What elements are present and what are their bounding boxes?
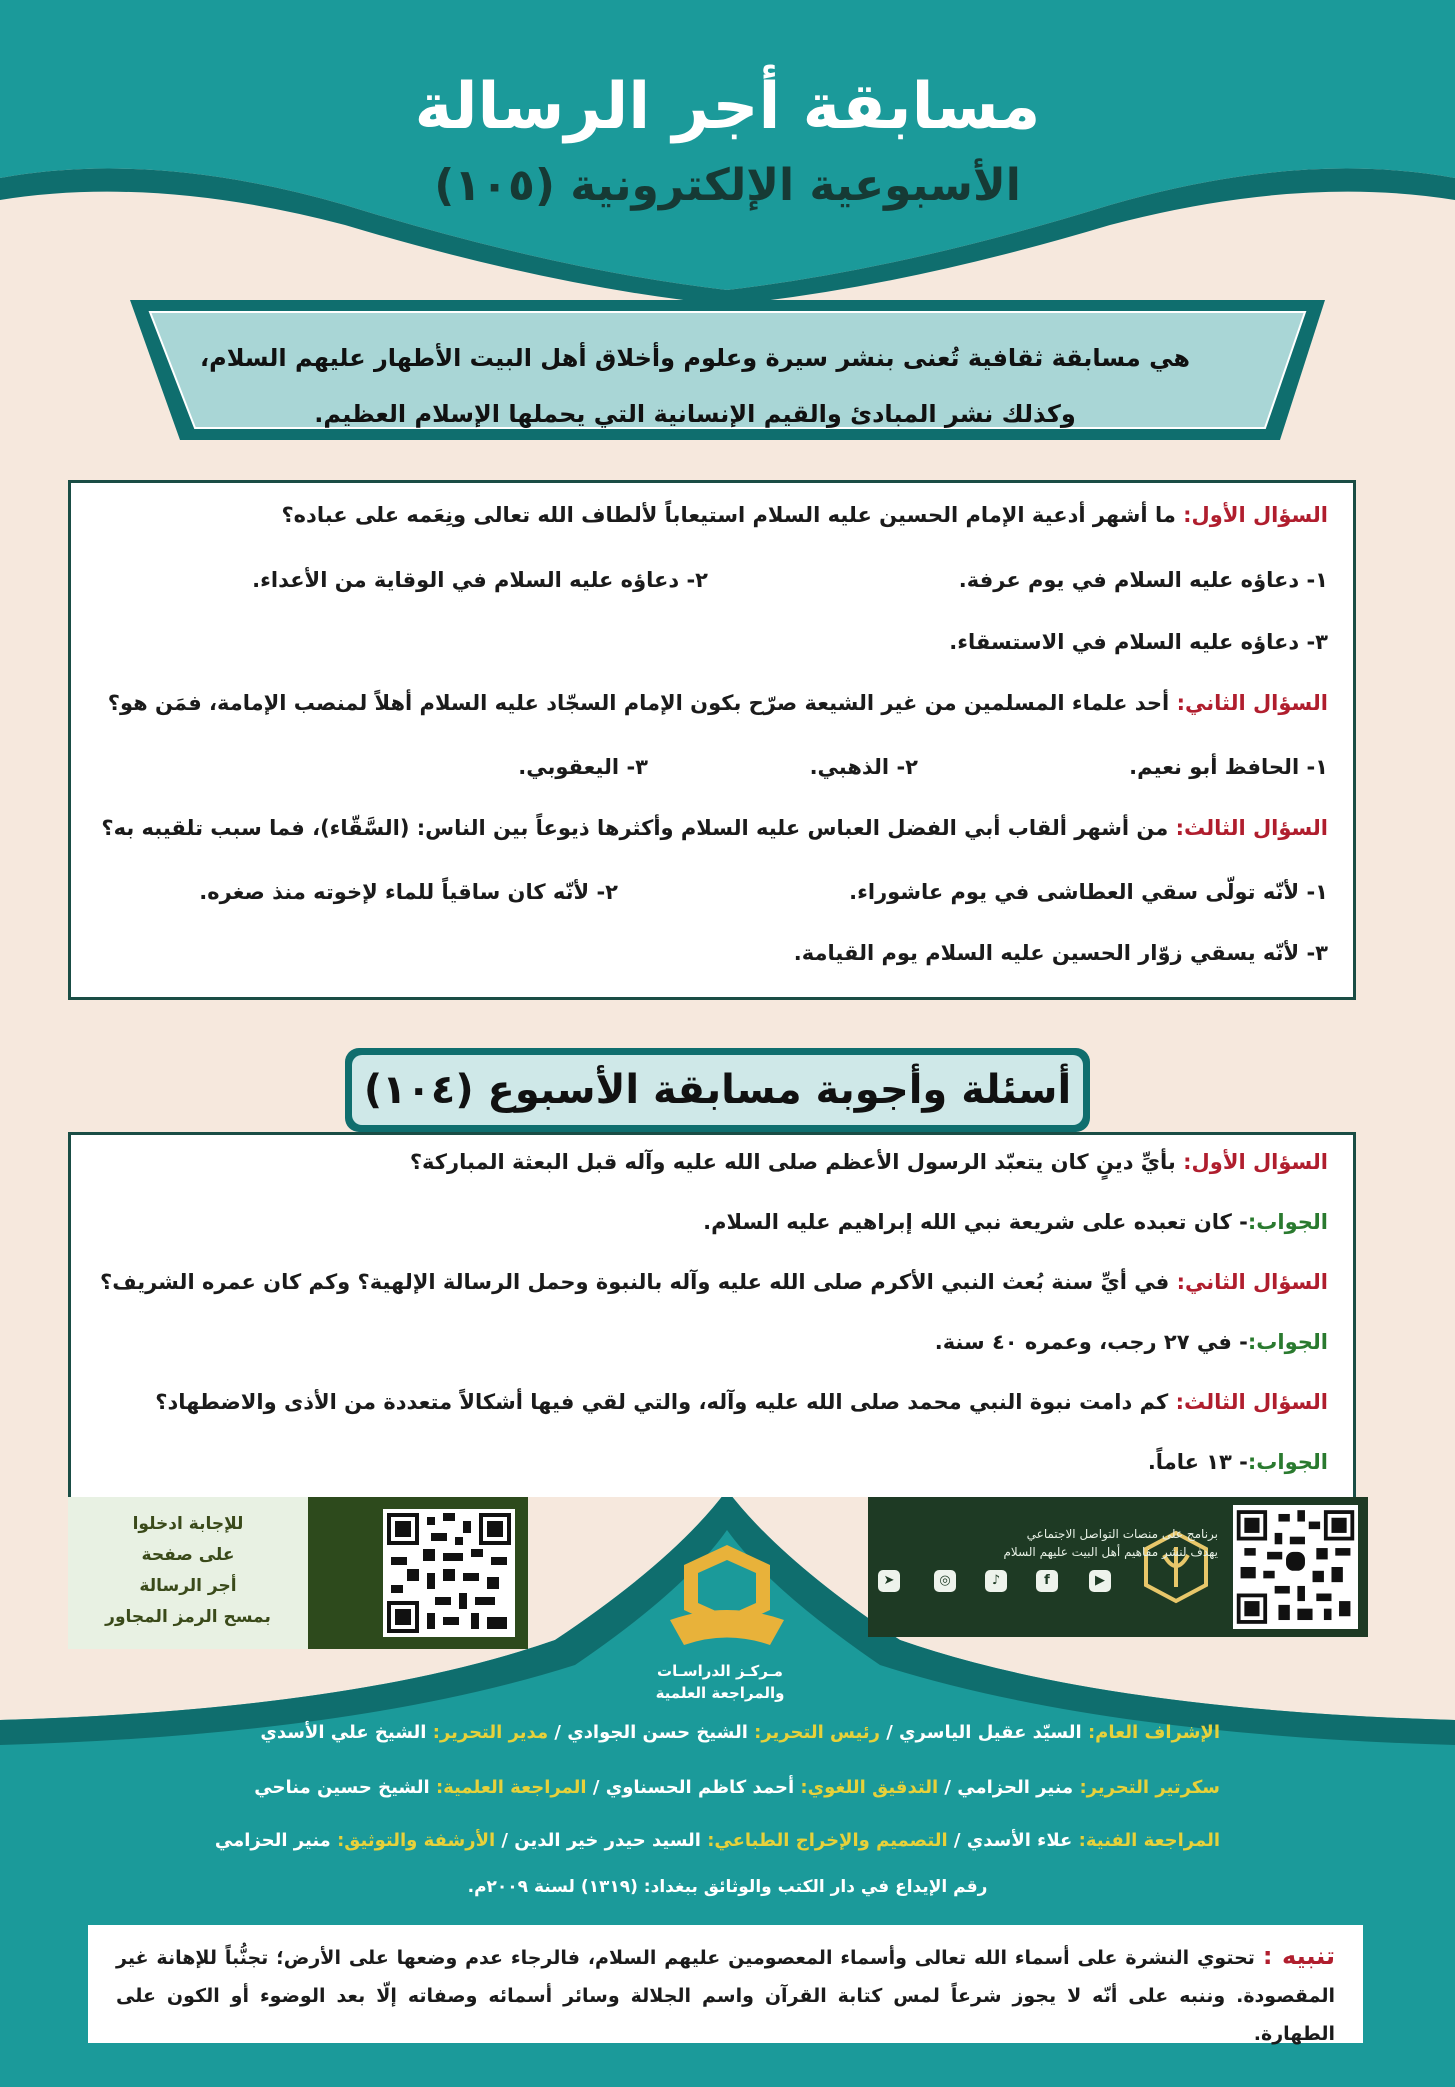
center-logo-line-1: مـركـز الدراسـات	[657, 1662, 783, 1680]
credit-key: التصميم والإخراج الطباعي:	[707, 1830, 948, 1851]
facebook-icon[interactable]: f	[1036, 1570, 1058, 1592]
question-label: السؤال الثاني:	[1176, 1270, 1328, 1294]
center-logo-line-2: والمراجعة العلمية	[655, 1684, 785, 1702]
notice-label: تنبيه :	[1262, 1942, 1335, 1970]
qr-instruction-line: أجر الرسالة	[139, 1576, 237, 1596]
youtube-icon[interactable]: ▶	[1089, 1570, 1111, 1592]
question-text: أحد علماء المسلمين من غير الشيعة صرّح بكون الإمام السجّاد عليه السلام أهلاً لمنصب الإمامة، فمَن هو؟	[107, 691, 1170, 715]
question-label: السؤال الثاني:	[1176, 691, 1328, 715]
q1-option-1: ١- دعاؤه عليه السلام في يوم عرفة.	[958, 568, 1328, 592]
q2-option-2: ٢- الذهبي.	[809, 755, 918, 779]
answer-text: - ١٣ عاماً.	[1147, 1450, 1248, 1474]
answer-text: - في ٢٧ رجب، وعمره ٤٠ سنة.	[934, 1330, 1248, 1354]
question-text: في أيِّ سنة بُعث النبي الأكرم صلى الله عليه وآله بالنبوة وحمل الرسالة الإلهية؟ وكم كان عمره الشريف؟	[100, 1270, 1170, 1294]
qr-instruction-line: على صفحة	[141, 1545, 235, 1565]
credit-key: الإشراف العام:	[1087, 1722, 1220, 1743]
credits-line-2	[0, 1777, 1220, 1798]
q3-option-1: ١- لأنّه تولّى سقي العطاشى في يوم عاشوراء.	[849, 880, 1328, 904]
social-line-2: يهدف لنشر مفاهيم أهل البيت عليهم السلام	[1003, 1545, 1218, 1559]
credit-key: الأرشفة والتوثيق:	[337, 1830, 496, 1851]
credit-value: منير الحزامي	[214, 1830, 338, 1851]
question-text: كم دامت نبوة النبي محمد صلى الله عليه وآله، والتي لقي فيها أشكالاً متعددة من الأذى والاضطهاد؟	[155, 1390, 1169, 1414]
answer-label: الجواب:	[1247, 1210, 1328, 1234]
page-title: مسابقة أجر الرسالة	[414, 70, 1041, 144]
intro-line-1: هي مسابقة ثقافية تُعنى بنشر سيرة وعلوم وأخلاق أهل البيت الأطهار عليهم السلام،	[200, 344, 1190, 372]
q3-option-2: ٢- لأنّه كان ساقياً للماء لإخوته منذ صغره.	[199, 880, 618, 904]
notice-text	[116, 1937, 1335, 2053]
credit-value: الشيخ حسين مناحي	[254, 1777, 436, 1798]
credit-value: علاء الأسدي /	[947, 1830, 1079, 1851]
question-text: ما أشهر أدعية الإمام الحسين عليه السلام استيعاباً لألطاف الله تعالى ونِعَمه على عباده؟	[281, 503, 1176, 527]
intro-line-2: وكذلك نشر المبادئ والقيم الإنسانية التي يحملها الإسلام العظيم.	[314, 400, 1076, 428]
credit-value: أحمد كاظم الحسناوي /	[586, 1777, 801, 1798]
page-subtitle: الأسبوعية الإلكترونية (١٠٥)	[434, 160, 1021, 211]
answer-label: الجواب:	[1247, 1450, 1328, 1474]
credit-key: التدقيق اللغوي:	[800, 1777, 939, 1798]
previous-section-title: أسئلة وأجوبة مسابقة الأسبوع (١٠٤)	[363, 1067, 1072, 1113]
credit-key: رئيس التحرير:	[754, 1722, 880, 1743]
question-text: بأيِّ دينٍ كان يتعبّد الرسول الأعظم صلى الله عليه وآله قبل البعثة المباركة؟	[409, 1150, 1176, 1174]
qr-instruction-line: بمسح الرمز المجاور	[105, 1607, 271, 1627]
credit-key: المراجعة الفنية:	[1078, 1830, 1220, 1851]
credits-line-3	[0, 1830, 1220, 1851]
deposit-number: رقم الإيداع في دار الكتب والوثائق ببغداد: (١٣١٩) لسنة ٢٠٠٩م.	[467, 1877, 988, 1897]
question-label: السؤال الأول:	[1183, 1150, 1328, 1174]
credit-key: سكرتير التحرير:	[1079, 1777, 1220, 1798]
tiktok-icon[interactable]: ♪	[985, 1570, 1007, 1592]
credit-key: المراجعة العلمية:	[435, 1777, 587, 1798]
credit-value: الشيخ حسن الجوادي /	[548, 1722, 755, 1743]
question-label: السؤال الأول:	[1183, 503, 1328, 527]
notice-body: تحتوي النشرة على أسماء الله تعالى وأسماء المعصومين عليهم السلام، فالرجاء عدم وضعها على الأرض؛ تجنُّباً للإهانة غير المقصودة. وننبه على أنّه لا يجوز شرعاً لمس كتابة القرآن واسم الجلالة وسائر أسمائه وصفاته إلّا بعد الوضوء أو الكون على الطهارة.	[116, 1947, 1335, 2045]
credit-value: منير الحزامي /	[938, 1777, 1080, 1798]
question-label: السؤال الثالث:	[1175, 1390, 1328, 1414]
answer-text: - كان تعبده على شريعة نبي الله إبراهيم عليه السلام.	[703, 1210, 1248, 1234]
question-label: السؤال الثالث:	[1175, 816, 1328, 840]
credit-key: مدير التحرير:	[432, 1722, 549, 1743]
q2-option-3: ٣- اليعقوبي.	[518, 755, 648, 779]
social-line-1: برنامج على منصات التواصل الاجتماعي	[1026, 1527, 1218, 1541]
notice-box	[88, 1925, 1363, 2043]
q1-option-2: ٢- دعاؤه عليه السلام في الوقاية من الأعداء.	[252, 568, 708, 592]
qr-instruction-line: للإجابة ادخلوا	[132, 1514, 244, 1534]
qr-code-icon[interactable]	[1233, 1505, 1358, 1629]
credit-value: الشيخ علي الأسدي	[260, 1722, 433, 1743]
q2-option-1: ١- الحافظ أبو نعيم.	[1129, 755, 1328, 779]
telegram-icon[interactable]: ➤	[878, 1570, 900, 1592]
q1-option-3: ٣- دعاؤه عليه السلام في الاستسقاء.	[949, 630, 1328, 654]
instagram-icon[interactable]: ◎	[934, 1570, 956, 1592]
answer-label: الجواب:	[1247, 1330, 1328, 1354]
credit-value: السيد حيدر خير الدين /	[495, 1830, 708, 1851]
question-text: من أشهر ألقاب أبي الفضل العباس عليه السلام وأكثرها ذيوعاً بين الناس: (السَّقّاء)، فما سبب تلقيبه به؟	[101, 816, 1169, 840]
credits-line-1	[0, 1722, 1220, 1743]
credit-value: السيّد عقيل الياسري /	[879, 1722, 1088, 1743]
q3-option-3: ٣- لأنّه يسقي زوّار الحسين عليه السلام يوم القيامة.	[793, 941, 1328, 965]
